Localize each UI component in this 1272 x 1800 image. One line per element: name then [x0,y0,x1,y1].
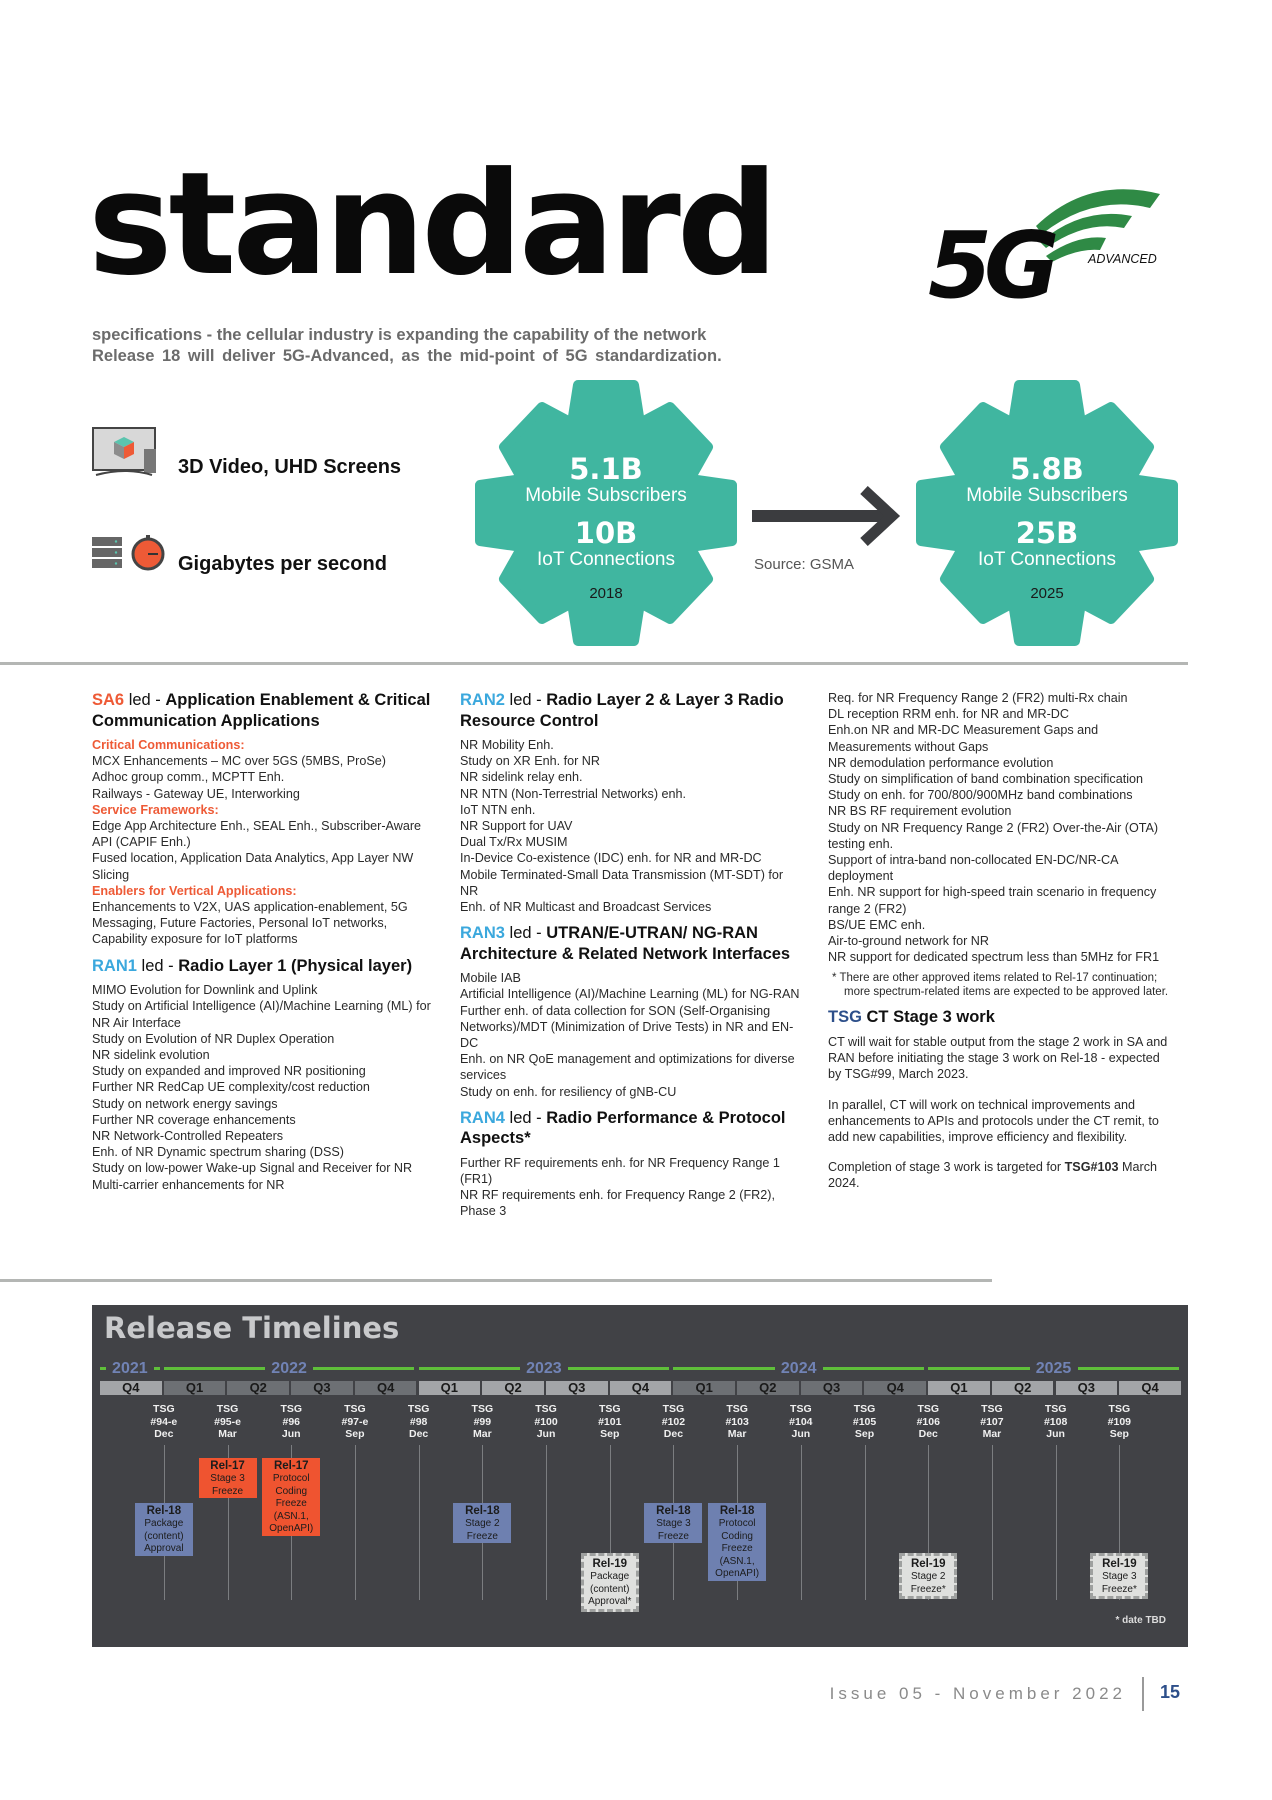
tsg-meeting [771,1403,831,1441]
group-name: RAN3 [460,924,505,943]
milestone-text: Approval [144,1543,184,1554]
meeting-num: #101 [598,1415,622,1428]
meeting-month: Jun [281,1428,301,1440]
year-label: 2018 [589,585,623,602]
list-item: Study on Evolution of NR Duplex Operation [92,1031,335,1046]
list-item: Study on NR Frequency Range 2 (FR2) Over-the-Air (OTA) testing enh. [828,820,1159,851]
ct-heading [828,1007,1173,1028]
milestone-rel-19 [899,1553,957,1599]
meeting-num: #103 [725,1415,749,1428]
tsg-meeting [452,1403,512,1441]
advanced-label: ADVANCED [1088,252,1157,266]
milestone-text: Stage 3 [210,1473,245,1484]
list-item: Edge App Architecture Enh., SEAL Enh., Subscriber-Aware API (CAPIF Enh.) [92,819,422,850]
meeting-month: Jun [1046,1428,1065,1440]
list-item: Enhancements to V2X, UAS application-enablement, 5G Messaging, Future Factories, Personal IoT networks, Capability exposure for IoT platforms [92,900,408,947]
milestone-text: Package [144,1518,184,1529]
year-label: 2021 [106,1360,154,1378]
5g-advanced-logo [928,168,1190,318]
meeting-line [419,1445,420,1600]
page-number: 15 [1160,1682,1181,1702]
list-item: Study on network energy savings [92,1096,278,1111]
tsg-meeting [898,1403,958,1441]
group-name: RAN2 [460,691,505,709]
meeting-line [546,1445,547,1600]
list-item: Study on Artificial Intelligence (AI)/Machine Learning (ML) for NR Air Interface [92,999,431,1030]
quarter-cell: Q4 [610,1381,672,1395]
milestone-text: Protocol [272,1473,310,1484]
list-item: NR Support for UAV [460,819,573,834]
meeting-tsg: TSG [726,1403,748,1415]
year-label: 2025 [1030,1360,1078,1378]
meeting-tsg: TSG [981,1403,1003,1415]
date-tbd-note: * date TBD [1115,1615,1166,1626]
meeting-month: Dec [154,1428,174,1440]
group-name: SA6 [92,691,125,709]
meeting-tsg: TSG [1044,1403,1067,1415]
meeting-line [1056,1445,1057,1600]
iot-value: 10B [574,516,638,550]
list-item: Further NR RedCap UE complexity/cost reduction [92,1080,370,1095]
quarter-cell: Q2 [992,1381,1054,1395]
list-item: NR Network-Controlled Repeaters [92,1128,284,1143]
list-item: Study on expanded and improved NR positioning [92,1064,366,1079]
subsection-heading: Critical Communications: [92,738,245,752]
milestone-text: Freeze [721,1543,753,1554]
milestone-text: (ASN.1, [273,1510,309,1522]
milestone-text: Freeze* [910,1583,946,1595]
meeting-month: Mar [473,1428,492,1440]
list-item: Enh. on NR QoE management and optimizations for diverse services [460,1052,795,1083]
column-ran2-ran4 [460,690,800,1220]
list-item: Req. for NR Frequency Range 2 (FR2) multi-Rx chain [828,691,1128,705]
milestone-rel-17 [199,1458,257,1498]
meeting-tsg: TSG [280,1403,303,1415]
tsg-meeting [516,1403,576,1441]
year-label: 2025 [1030,585,1064,602]
arrow-right-icon [752,486,902,551]
group-name: TSG [828,1008,862,1027]
list-item: Multi-carrier enhancements for NR [92,1177,285,1192]
list-item: IoT NTN enh. [460,802,536,817]
intro-line: Release 18 will deliver 5G-Advanced, as the mid-point of 5G standardization. [92,347,722,365]
meeting-tsg: TSG [216,1403,239,1415]
milestone-text: OpenAPI) [269,1523,314,1534]
list-item: Further RF requirements enh. for NR Frequency Range 1 (FR1) [460,1155,780,1187]
subscribers-value: 5.8B [1010,452,1084,486]
milestone-text: Approval* [588,1596,632,1607]
meeting-month: Dec [409,1428,429,1440]
meeting-num: #99 [473,1415,492,1428]
paragraph: In parallel, CT will work on technical improvements and enhancements to APIs and protocols under the CT remit, to add new capabilities, improve efficiency and flexibility. [828,1097,1159,1144]
list-item: NR demodulation performance evolution [828,755,1054,770]
issue-label: Issue 05 - November 2022 [829,1684,1126,1703]
list-item: Study on enh. for 700/800/900MHz band combinations [828,788,1133,803]
completion-paragraph [828,1159,1173,1191]
intro-line: specifications - the cellular industry is expanding the capability of the network [92,326,707,344]
quarter-cell: Q1 [673,1381,735,1395]
milestone-rel-18 [135,1503,193,1556]
tv-3d-cube-icon [92,427,160,482]
list-item: Adhoc group comm., MCPTT Enh. [92,770,285,785]
list-item: Enh. NR support for high-speed train scenario in frequency range 2 (FR2) [828,885,1157,916]
milestone-rel-18 [708,1503,766,1581]
led-text: led - [136,956,179,975]
milestone-rel-19 [1090,1553,1148,1599]
milestone-text: Stage 3 [656,1518,691,1529]
year-label: 2022 [265,1360,313,1378]
list-item: MCX Enhancements – MC over 5GS (5MBS, ProSe) [92,754,386,769]
timeline-title: Release Timelines [104,1311,400,1345]
quarter-cell: Q4 [864,1381,926,1395]
milestone-text: Package [590,1571,630,1582]
quarter-cell: Q2 [227,1381,289,1395]
iot-label: IoT Connections [977,549,1116,570]
meeting-line [865,1445,866,1600]
led-text: led - [504,1108,547,1127]
tsg-meeting [707,1403,767,1441]
meeting-tsg: TSG [407,1403,430,1415]
milestone-text: Stage 2 [911,1571,946,1582]
subscribers-value: 5.1B [569,452,643,486]
page-title: standard [88,142,775,307]
meeting-month: Sep [345,1428,365,1440]
meeting-month: Jun [791,1428,811,1440]
tsg-meeting [261,1403,321,1441]
subsection-heading: Service Frameworks: [92,802,219,817]
year-label: 2023 [520,1360,568,1378]
sa6-heading [92,690,432,731]
ran1-heading [92,956,432,977]
tsg-meeting [962,1403,1022,1441]
list-item: NR Mobility Enh. [460,738,554,752]
milestone-text: (ASN.1, [719,1555,755,1567]
stat-gear-2018 [470,377,742,649]
server-stopwatch-icon [92,533,172,578]
ran3-heading [460,923,800,964]
milestone-release: Rel-18 [146,1505,182,1517]
milestone-release: Rel-19 [1102,1558,1137,1570]
quarter-cell: Q2 [737,1381,799,1395]
milestone-release: Rel-18 [719,1505,755,1517]
milestone-rel-19 [581,1553,639,1612]
tsg-meeting [1026,1403,1086,1441]
section-divider [0,662,1188,665]
led-text: led - [504,691,547,709]
group-name: RAN4 [460,1108,505,1127]
list-item: NR sidelink relay enh. [460,770,583,785]
list-item: Enh.on NR and MR-DC Measurement Gaps and Measurements without Gaps [828,723,1099,754]
list-item: NR BS RF requirement evolution [828,804,1012,819]
list-item: Railways - Gateway UE, Interworking [92,786,300,801]
quarter-cell: Q3 [1056,1381,1118,1395]
tsg-meeting [643,1403,703,1441]
tsg-meeting [580,1403,640,1441]
subscribers-label: Mobile Subscribers [966,485,1128,506]
meeting-tsg: TSG [662,1403,685,1415]
milestone-text: Freeze [275,1498,307,1509]
meeting-num: #108 [1043,1415,1068,1428]
list-item: Enh. of NR Dynamic spectrum sharing (DSS) [92,1145,344,1160]
meeting-num: #98 [409,1415,428,1428]
milestone-rel-18 [453,1503,511,1543]
footnote: * There are other approved items related to Rel-17 continuation; more spectrum-related items are expected to be approved later. [832,972,1169,999]
meeting-line [801,1445,802,1600]
tsg-meeting [134,1403,194,1441]
milestone-release: Rel-18 [465,1505,500,1517]
source-label: Source: GSMA [754,556,855,573]
list-item: Artificial Intelligence (AI)/Machine Learning (ML) for NG-RAN Further enh. of data collection for SON (Self-Organising Networks)/MDT (Minimization of Drive Tests) in NR and EN-DC [460,987,800,1051]
section-divider [0,1279,992,1282]
meeting-tsg: TSG [471,1403,494,1415]
gear-icon [911,377,1183,649]
ran4-heading [460,1108,800,1149]
meeting-month: Mar [218,1428,237,1440]
meeting-tsg: TSG [917,1403,940,1415]
milestone-text: Freeze [657,1530,689,1542]
5g-mark: 5G [928,212,1052,319]
gear-icon [470,377,742,649]
meeting-num: #105 [852,1415,877,1428]
completion-text: Completion of stage 3 work is targeted for [828,1160,1065,1175]
column-sa6-ran1 [92,690,432,1193]
meeting-num: #106 [916,1415,940,1428]
iot-label: IoT Connections [536,549,675,570]
completion-date: March 2024. [828,1160,1158,1191]
meeting-line [992,1445,993,1600]
tsg-meeting [835,1403,895,1441]
milestone-text: Coding [721,1530,753,1542]
list-item: Study on simplification of band combination specification [828,772,1144,787]
heading-title: CT Stage 3 work [861,1008,995,1027]
intro-text [92,325,832,367]
list-item: NR sidelink evolution [92,1047,210,1062]
heading-title: Radio Performance & Protocol Aspects* [460,1108,786,1148]
quarter-cell: Q4 [355,1381,417,1395]
milestone-release: Rel-17 [210,1460,245,1472]
meeting-tsg: TSG [1108,1403,1131,1415]
quarter-cell: Q2 [482,1381,544,1395]
meeting-num: #100 [534,1415,558,1428]
meeting-tsg: TSG [598,1403,621,1415]
list-item: Further NR coverage enhancements [92,1112,296,1127]
year-label: 2024 [775,1360,823,1378]
milestone-release: Rel-17 [273,1460,309,1472]
meeting-num: #96 [282,1415,301,1428]
quarter-cell: Q3 [546,1381,608,1395]
meeting-month: Dec [918,1428,938,1440]
meeting-month: Mar [727,1428,747,1440]
list-item: In-Device Co-existence (IDC) enh. for NR and MR-DC [460,851,762,866]
iot-value: 25B [1015,516,1079,550]
meeting-line [355,1445,356,1600]
subsection-heading: Enablers for Vertical Applications: [92,883,297,898]
meeting-num: #94-e [150,1415,178,1428]
milestone-text: Freeze [466,1530,498,1542]
meeting-tsg: TSG [344,1403,366,1415]
list-item: Fused location, Application Data Analytics, App Layer NW Slicing [92,851,414,882]
meeting-num: #102 [661,1415,686,1428]
list-item: Study on low-power Wake-up Signal and Receiver for NR [92,1161,413,1176]
quarter-cell: Q4 [100,1381,162,1395]
list-item: MIMO Evolution for Downlink and Uplink [92,983,318,998]
meeting-month: Sep [854,1428,875,1440]
list-item: NR NTN (Non-Terrestrial Networks) enh. [460,786,687,801]
list-item: Study on enh. for resiliency of gNB-CU [460,1084,677,1099]
meeting-month: Sep [1109,1428,1129,1440]
milestone-text: Stage 2 [465,1518,500,1529]
milestone-text: OpenAPI) [715,1568,760,1579]
meeting-month: Dec [663,1428,684,1440]
milestone-text: Coding [275,1485,308,1497]
list-item: Air-to-ground network for NR [828,934,989,949]
meeting-num: #104 [789,1415,813,1428]
paragraph: CT will wait for stable output from the stage 2 work in SA and RAN before initiating the stage 3 work on Rel-18 - expected by TSG#99, March 2023. [828,1034,1168,1082]
milestone-rel-17 [262,1458,320,1536]
meeting-tsg: TSG [535,1403,557,1415]
group-name: RAN1 [92,956,137,975]
heading-title: Radio Layer 2 & Layer 3 Radio Resource Control [460,691,784,730]
subscribers-label: Mobile Subscribers [525,485,687,506]
feature-label: Gigabytes per second [178,553,387,575]
meeting-tsg: TSG [853,1403,876,1415]
meeting-num: #97-e [341,1415,369,1428]
milestone-text: Freeze* [1101,1583,1137,1595]
quarter-cell: Q1 [928,1381,990,1395]
meeting-month: Jun [536,1428,556,1440]
meeting-month: Mar [982,1428,1002,1440]
list-item: Mobile Terminated-Small Data Transmission (MT-SDT) for NR [460,867,784,898]
list-item: Dual Tx/Rx MUSIM [460,835,568,850]
milestone-rel-18 [644,1503,702,1543]
tsg-meeting [198,1403,258,1441]
quarter-cell: Q4 [1119,1381,1181,1395]
quarter-cell: Q1 [419,1381,481,1395]
footer-divider [1142,1677,1144,1711]
led-text: led - [124,691,166,709]
column-ran4-ct [828,690,1173,1192]
tsg-meeting [389,1403,449,1441]
milestone-release: Rel-19 [592,1558,628,1570]
milestone-text: Freeze [211,1485,244,1497]
list-item: Study on XR Enh. for NR [460,754,600,769]
milestone-text: (content) [144,1530,184,1542]
list-item: Support of intra-band non-collocated EN-DC/NR-CA deployment [828,853,1118,884]
milestone-release: Rel-18 [656,1505,691,1517]
milestone-text: (content) [590,1583,630,1595]
meeting-num: #109 [1107,1415,1132,1428]
quarter-cell: Q1 [164,1381,226,1395]
meeting-tsg: TSG [153,1403,175,1415]
milestone-text: Stage 3 [1102,1571,1137,1582]
heading-title: UTRAN/E-UTRAN/ NG-RAN Architecture & Related Network Interfaces [460,924,791,963]
milestone-text: Protocol [718,1518,756,1529]
list-item: DL reception RRM enh. for NR and MR-DC [828,707,1069,722]
release-timeline [92,1305,1188,1647]
meeting-month: Sep [600,1428,620,1440]
led-text: led - [504,924,547,943]
meeting-num: #107 [980,1415,1004,1428]
quarter-cell: Q3 [801,1381,863,1395]
ran2-heading [460,690,800,731]
meeting-num: #95-e [214,1415,241,1428]
milestone-release: Rel-19 [910,1558,946,1570]
meeting-tsg: TSG [790,1403,812,1415]
heading-title: Application Enablement & Critical Communication Applications [92,691,431,730]
list-item: Mobile IAB [460,971,521,986]
list-item: NR RF requirements enh. for Frequency Range 2 (FR2), Phase 3 [460,1188,775,1219]
quarter-cell: Q3 [291,1381,353,1395]
list-item: Enh. of NR Multicast and Broadcast Services [460,900,712,915]
tsg-meeting [1089,1403,1149,1441]
tsg-meeting [325,1403,385,1441]
stat-gear-2025 [911,377,1183,649]
heading-title: Radio Layer 1 (Physical layer) [178,956,413,975]
list-item: NR support for dedicated spectrum less than 5MHz for FR1 [828,950,1160,965]
feature-label: 3D Video, UHD Screens [178,456,402,478]
completion-meeting: TSG#103 [1064,1160,1119,1175]
list-item: BS/UE EMC enh. [828,917,926,932]
